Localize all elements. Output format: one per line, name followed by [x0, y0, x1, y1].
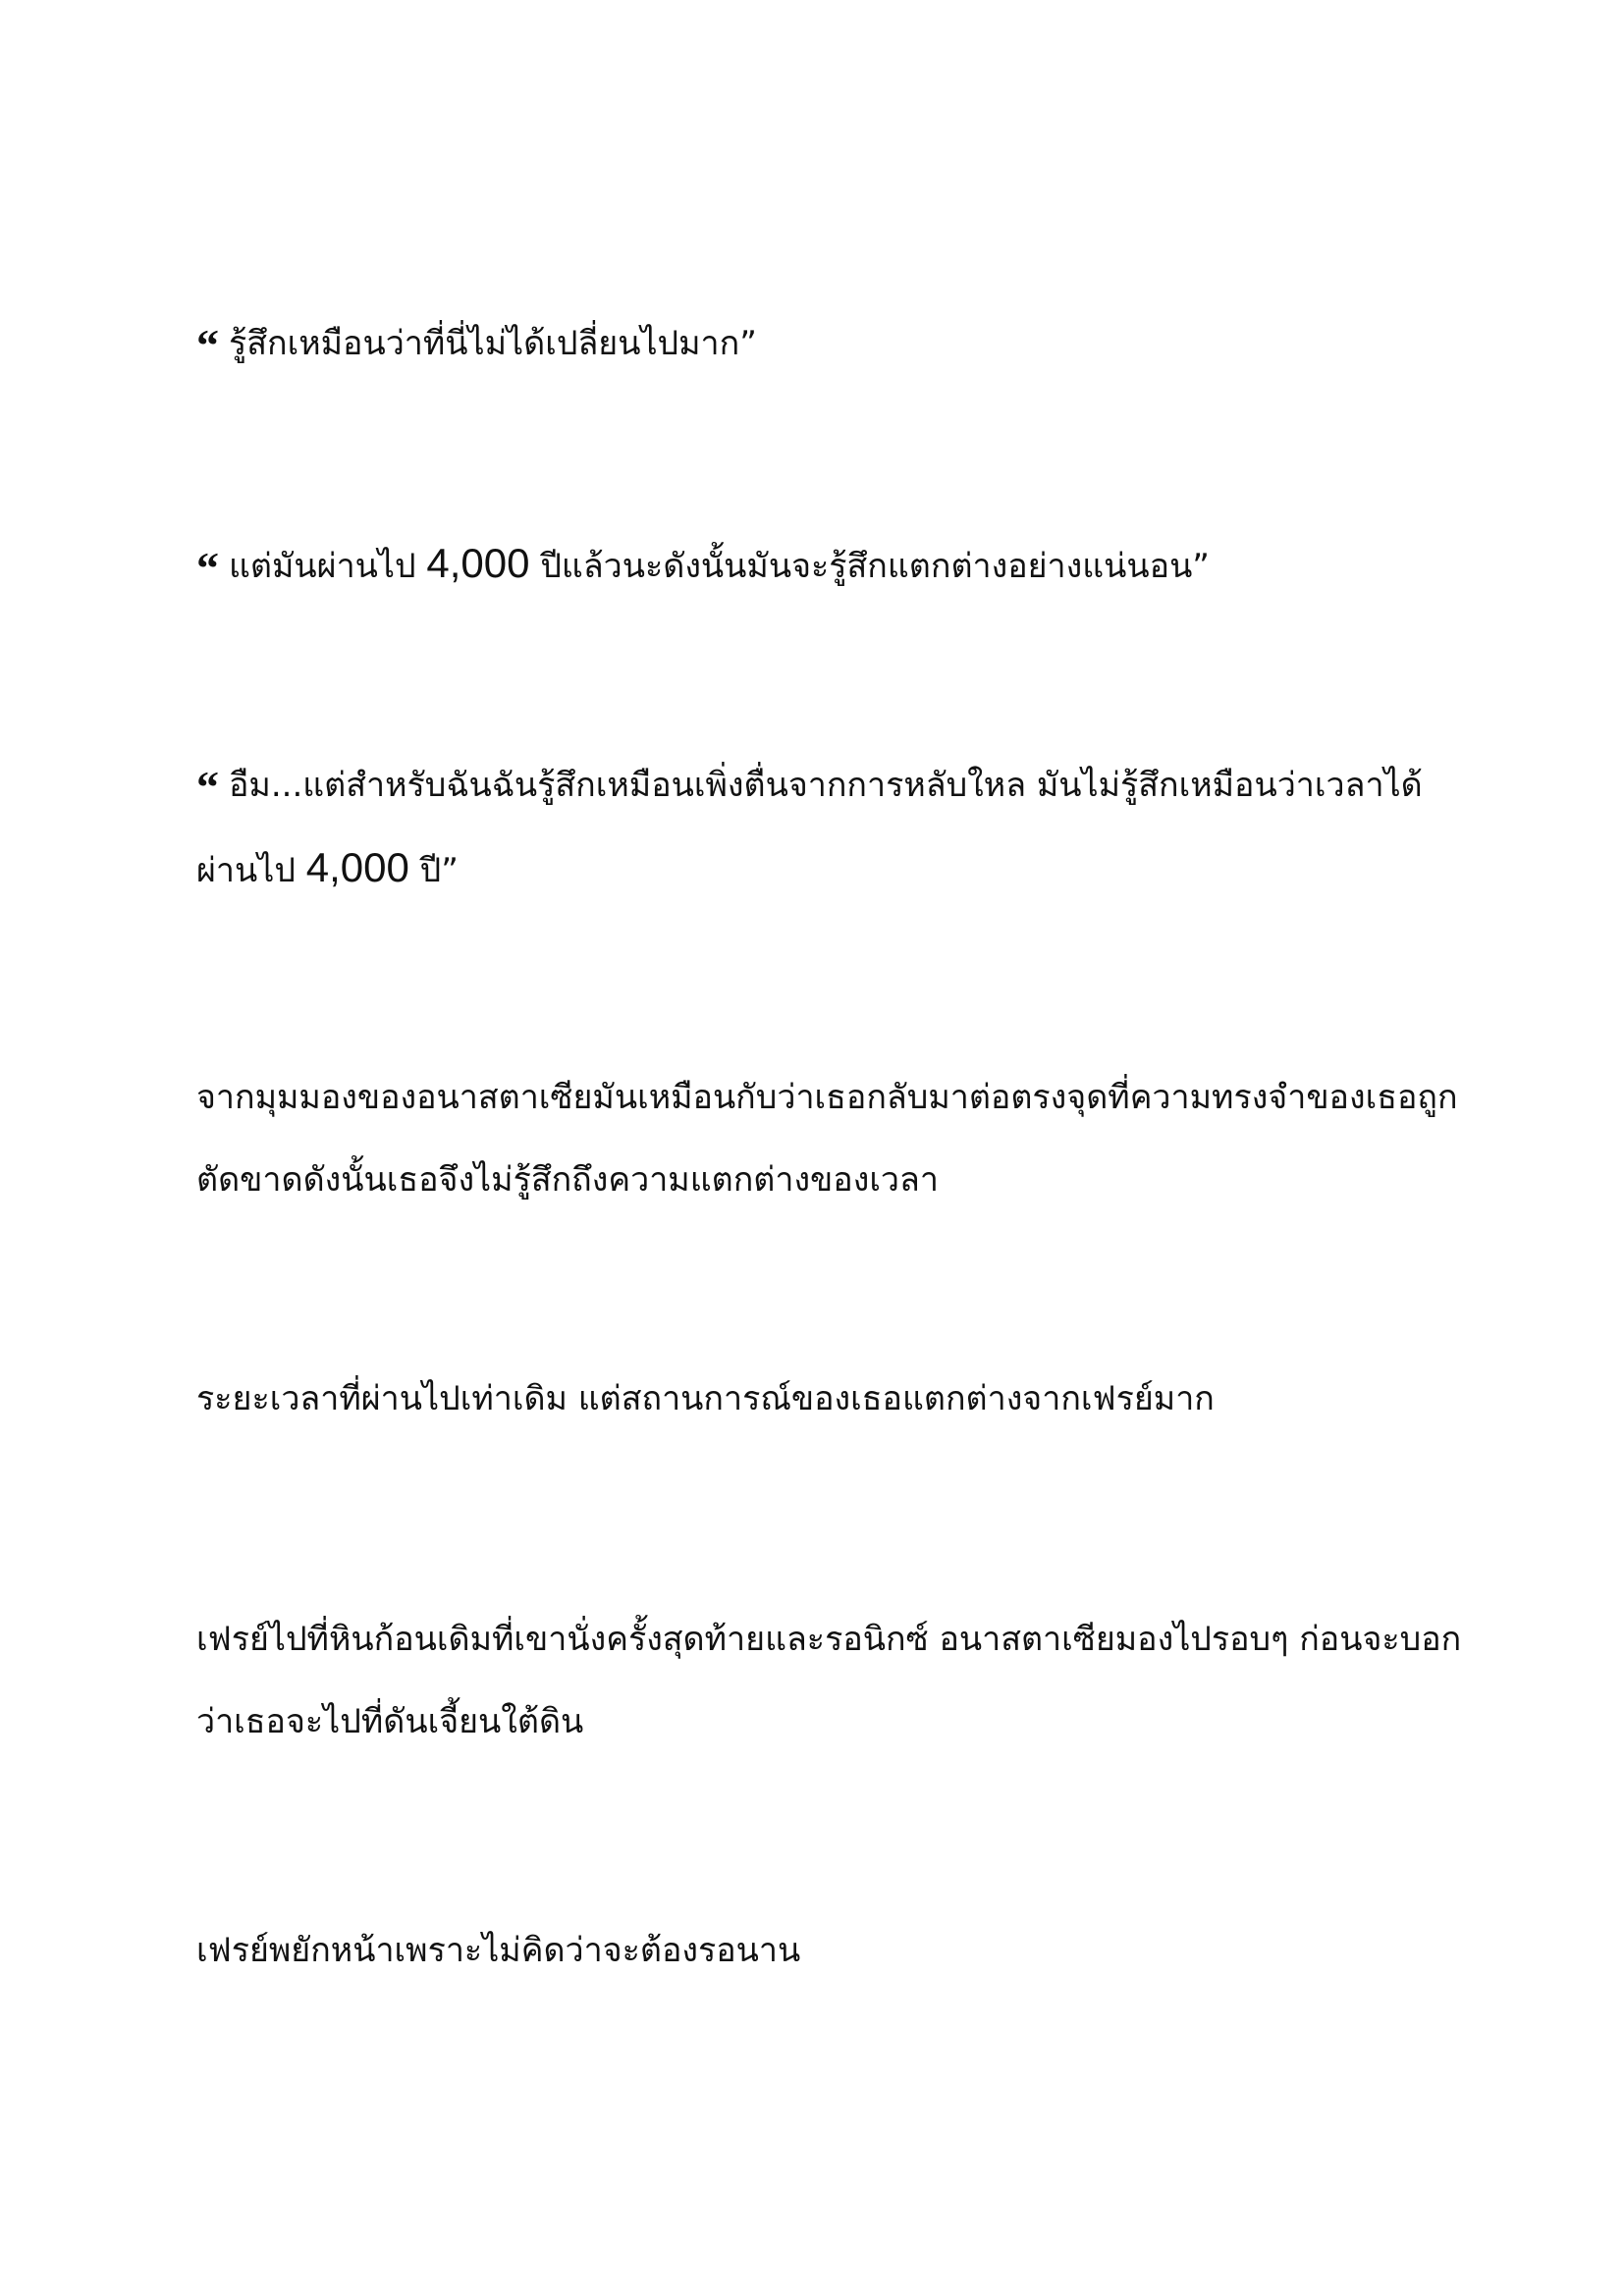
- narration-paragraph-4: เฟรย์พยักหน้าเพราะไม่คิดว่าจะต้องรอนาน: [196, 1931, 801, 1970]
- narration-paragraph-2: ระยะเวลาที่ผ่านไปเท่าเดิม แต่สถานการณ์ของเธอแตกต่างจากเฟรย์มาก: [196, 1379, 1215, 1418]
- open-quote-mark: “: [196, 320, 219, 370]
- dialogue-paragraph-3: [196, 744, 1473, 912]
- year-number: 4,000: [426, 540, 530, 586]
- open-quote-mark: “: [196, 762, 219, 812]
- year-number: 4,000: [305, 844, 409, 890]
- narration-paragraph-3: เฟรย์ไปที่หินก้อนเดิมที่เขานั่งครั้งสุดท้ายและรอนิกซ์ อนาสตาเซียมองไปรอบๆ ก่อนจะบอกว่าเธอจะไปที่ดันเจี้ยนใต้ดิน: [196, 1620, 1462, 1741]
- narration-paragraph-1: จากมุมมองของอนาสตาเซียมันเหมือนกับว่าเธอกลับมาต่อตรงจุดที่ความทรงจำของเธอถูกตัดขาดดังนั้นเธอจึงไม่รู้สึกถึงความแตกต่างของเวลา: [196, 1078, 1458, 1200]
- paragraph-text-start: แต่มันผ่านไป: [229, 547, 416, 586]
- dialogue-paragraph-1: [196, 302, 1473, 385]
- paragraph-text-start: อืม...แต่สำหรับฉันฉันรู้สึกเหมือนเพิ่งตื่นจากการหลับใหล มันไม่รู้สึกเหมือนว่าเวลาได้ผ่านไป: [196, 766, 1423, 890]
- paragraph-text-end: ปี”: [419, 851, 459, 890]
- paragraph-text: รู้สึกเหมือนว่าที่นี่ไม่ได้เปลี่ยนไปมาก”: [229, 324, 757, 363]
- dialogue-paragraph-2: [196, 522, 1473, 608]
- open-quote-mark: “: [196, 543, 219, 593]
- paragraph-text-end: ปีแล้วนะดังนั้นมันจะรู้สึกแตกต่างอย่างแน่นอน”: [540, 547, 1210, 586]
